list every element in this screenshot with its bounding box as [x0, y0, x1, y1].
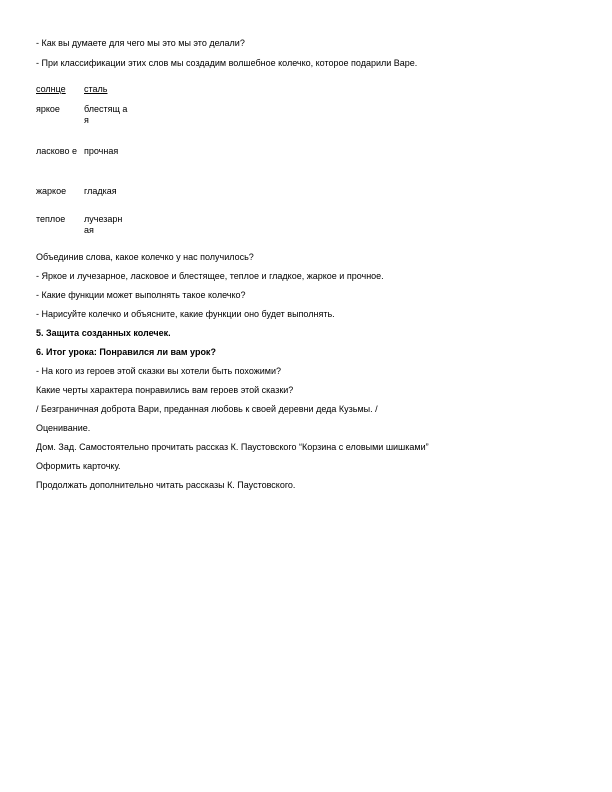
section-heading: 6. Итог урока: Понравился ли вам урок? — [36, 347, 216, 357]
text-line: Какие черты характера понравились вам героев этой сказки? — [36, 385, 294, 395]
text-line: - Яркое и лучезарное, ласковое и блестящее, теплое и гладкое, жаркое и прочное. — [36, 271, 384, 281]
table-cell: лучезарн ая — [84, 214, 123, 235]
table-cell: жаркое — [36, 186, 67, 196]
table-cell: теплое — [36, 214, 66, 224]
text-line: - На кого из героев этой сказки вы хотели быть похожими? — [36, 366, 282, 376]
text-line: Оформить карточку. — [36, 461, 121, 471]
text-line: Продолжать дополнительно читать рассказы К. Паустовского. — [36, 480, 296, 490]
table-cell: прочная — [84, 146, 119, 156]
question-line: - Как вы думаете для чего мы это мы это делали? — [36, 38, 245, 48]
table-header-sun: солнце — [36, 84, 66, 94]
text-line: Объединив слова, какое колечко у нас получилось? — [36, 252, 254, 262]
table-header-steel: сталь — [84, 84, 108, 94]
text-line: - Нарисуйте колечко и объясните, какие функции оно будет выполнять. — [36, 309, 335, 319]
table-cell: блестящ ая — [84, 104, 128, 125]
table-cell: гладкая — [84, 186, 117, 196]
text-line: Оценивание. — [36, 423, 91, 433]
text-line: / Безграничная доброта Вари, преданная любовь к своей деревни деда Кузьмы. / — [36, 404, 378, 414]
text-line: - Какие функции может выполнять такое колечко? — [36, 290, 246, 300]
homework-line: Дом. Зад. Самостоятельно прочитать рассказ К. Паустовского “Корзина с еловыми шишками” — [36, 442, 429, 452]
table-cell: яркое — [36, 104, 60, 114]
table-cell: ласково е — [36, 146, 77, 156]
classification-line: - При классификации этих слов мы создадим волшебное колечко, которое подарили Варе. — [36, 58, 418, 68]
section-heading: 5. Защита созданных колечек. — [36, 328, 171, 338]
